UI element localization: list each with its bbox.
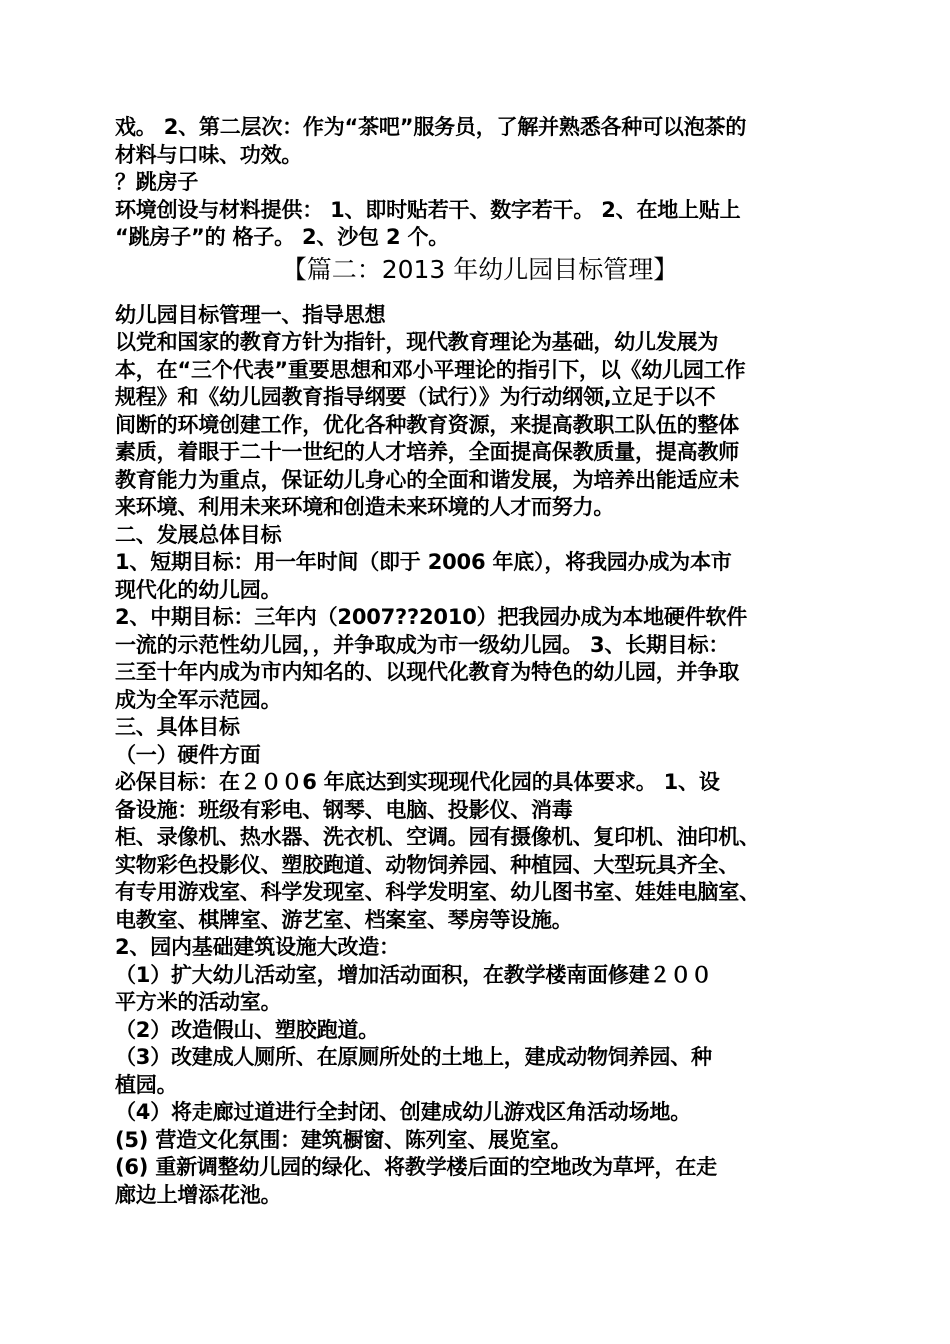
text-line: 平方米的活动室。 bbox=[115, 990, 282, 1014]
text-line: (5) 营造文化氛围：建筑橱窗、陈列室、展览室。 bbox=[115, 1127, 572, 1152]
text-line: 植园。 bbox=[115, 1072, 178, 1097]
text-line: 教育能力为重点，保证幼儿身心的全面和谐发展，为培养出能适应未 bbox=[115, 467, 739, 492]
text-line: 来环境、利用未来环境和创造未来环境的人才而努力。 bbox=[115, 495, 615, 519]
text-line: 1、短期目标：用一年时间（即于 2006 年底），将我园办成为本市 bbox=[115, 550, 732, 574]
text-line: 规程》和《幼儿园教育指导纲要（试行）》为行动纲领,立足于以不 bbox=[115, 385, 716, 409]
text-line: （2）改造假山、塑胶跑道。 bbox=[115, 1017, 380, 1042]
text-line: 现代化的幼儿园。 bbox=[115, 577, 282, 602]
text-line: 本，在“三个代表”重要思想和邓小平理论的指引下，以《幼儿园工作 bbox=[115, 357, 746, 382]
text-line: (6) 重新调整幼儿园的绿化、将教学楼后面的空地改为草坪，在走 bbox=[115, 1155, 717, 1179]
section-heading: 【篇二：2013 年幼儿园目标管理】 bbox=[281, 254, 679, 284]
text-line: 材料与口味、功效。 bbox=[115, 142, 303, 167]
text-line: 电教室、棋牌室、游艺室、档案室、琴房等设施。 bbox=[115, 907, 573, 932]
text-line: “跳房子”的 格子。 2、沙包 2 个。 bbox=[115, 225, 450, 249]
text-line: 环境创设与材料提供： 1、即时贴若干、数字若干。 2、在地上贴上 bbox=[115, 197, 741, 222]
text-line: （4）将走廊过道进行全封闭、创建成幼儿游戏区角活动场地。 bbox=[115, 1100, 692, 1124]
text-line: （一）硬件方面 bbox=[115, 742, 261, 767]
text-line: （3）改建成人厕所、在原厕所处的土地上，建成动物饲养园、种 bbox=[115, 1045, 712, 1069]
text-line: ？跳房子 bbox=[115, 170, 199, 194]
text-line: （1）扩大幼儿活动室，增加活动面积，在教学楼南面修建２００ bbox=[115, 962, 712, 987]
text-line: 三、具体目标 bbox=[115, 715, 240, 739]
text-line: 成为全军示范园。 bbox=[115, 687, 282, 712]
text-line: 2、中期目标：三年内（2007??2010）把我园办成为本地硬件软件 bbox=[115, 605, 748, 629]
text-line: 戏。 2、第二层次：作为“茶吧”服务员，了解并熟悉各种可以泡茶的 bbox=[115, 115, 747, 139]
text-line: 备设施：班级有彩电、钢琴、电脑、投影仪、消毒 bbox=[115, 797, 573, 822]
text-line: 柜、录像机、热水器、洗衣机、空调。园有摄像机、复印机、油印机、 bbox=[115, 825, 760, 849]
text-line: 幼儿园目标管理一、指导思想 bbox=[115, 302, 386, 327]
text-line: 实物彩色投影仪、塑胶跑道、动物饲养园、种植园、大型玩具齐全、 bbox=[115, 852, 739, 877]
text-line: 以党和国家的教育方针为指针，现代教育理论为基础，幼儿发展为 bbox=[115, 330, 719, 354]
text-line: 有专用游戏室、科学发现室、科学发明室、幼儿图书室、娃娃电脑室、 bbox=[115, 880, 760, 904]
top-paragraph bbox=[115, 114, 845, 252]
text-line: 廊边上增添花池。 bbox=[115, 1182, 282, 1207]
text-line: 三至十年内成为市内知名的、以现代化教育为特色的幼儿园，并争取 bbox=[115, 660, 739, 684]
text-line: 必保目标：在２００6 年底达到实现现代化园的具体要求。 1、设 bbox=[115, 770, 720, 794]
text-line: 素质，着眼于二十一世纪的人才培养，全面提高保教质量，提高教师 bbox=[115, 440, 739, 464]
text-line: 二、发展总体目标 bbox=[115, 522, 282, 547]
text-line: 2、园内基础建筑设施大改造： bbox=[115, 935, 400, 959]
body-text bbox=[115, 302, 845, 1210]
text-line: 一流的示范性幼儿园，，并争取成为市一级幼儿园。 3、长期目标： bbox=[115, 632, 730, 657]
document-page bbox=[115, 114, 845, 1209]
text-line: 间断的环境创建工作，优化各种教育资源，来提高教职工队伍的整体 bbox=[115, 412, 739, 437]
